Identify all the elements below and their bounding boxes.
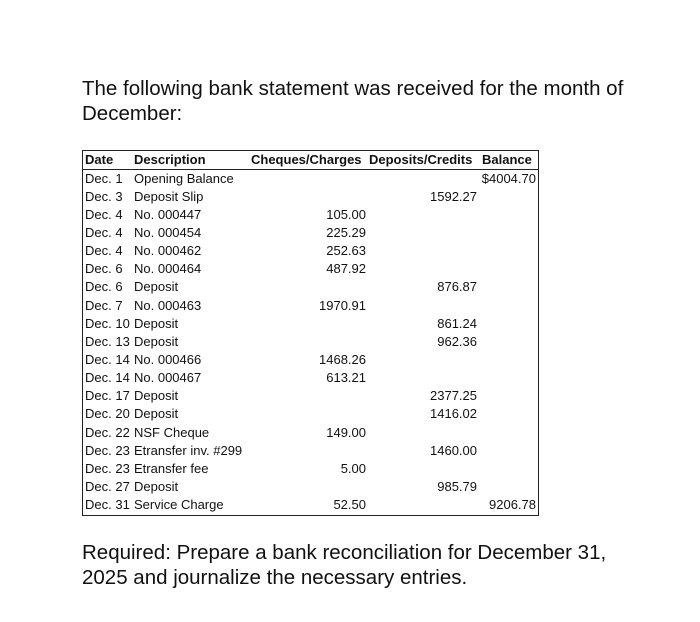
row-description: No. 000464: [134, 261, 202, 277]
row-date: Dec. 4: [85, 224, 123, 240]
row-cheques: 225.29: [326, 224, 366, 240]
row-description: Deposit: [134, 333, 179, 349]
row-date: Dec. 10: [85, 315, 130, 331]
header-cheques: Cheques/Charges: [251, 152, 362, 167]
row-date: Dec. 7: [85, 297, 123, 313]
table-row: [83, 351, 538, 369]
row-date: Dec. 14: [85, 352, 130, 367]
header-deposits: Deposits/Credits: [369, 152, 473, 167]
row-deposits: 985.79: [437, 479, 477, 495]
table-row: [83, 278, 538, 296]
row-description: No. 000462: [134, 243, 202, 259]
row-description: Deposit: [134, 388, 179, 404]
row-description: No. 000467: [134, 370, 202, 386]
row-deposits: 876.87: [437, 279, 477, 295]
row-date: Dec. 17: [85, 388, 130, 404]
table-row: [83, 224, 538, 242]
row-balance: $4004.70: [481, 170, 536, 186]
table-row: [83, 496, 538, 514]
row-description: No. 000447: [134, 206, 202, 222]
row-description: Deposit: [134, 279, 179, 295]
row-description: Deposit: [134, 479, 179, 495]
row-description: No. 000463: [134, 297, 202, 313]
row-cheques: 1468.26: [319, 352, 366, 367]
row-date: Dec. 1: [85, 170, 123, 186]
row-date: Dec. 6: [85, 279, 123, 295]
row-cheques: 1970.91: [319, 297, 366, 313]
row-cheques: 52.50: [333, 497, 366, 513]
row-date: Dec. 27: [85, 479, 130, 495]
row-date: Dec. 14: [85, 370, 130, 386]
table-row: [83, 170, 538, 188]
row-date: Dec. 23: [85, 442, 130, 458]
row-cheques: 252.63: [326, 243, 366, 259]
row-deposits: 1460.00: [430, 442, 477, 458]
row-cheques: 487.92: [326, 261, 366, 277]
header-balance: Balance: [482, 152, 532, 167]
table-row: [83, 387, 538, 405]
row-deposits: 861.24: [437, 315, 477, 331]
table-row: [83, 297, 538, 315]
row-description: Etransfer fee: [134, 460, 209, 476]
table-row: [83, 442, 538, 460]
table-row: [83, 369, 538, 387]
row-description: Service Charge: [134, 497, 224, 513]
row-description: No. 000454: [134, 224, 202, 240]
header-description: Description: [134, 152, 206, 167]
table-row: [83, 242, 538, 260]
intro-text: The following bank statement was received for the month of December:: [82, 77, 624, 125]
row-description: Etransfer inv. #299: [134, 442, 243, 458]
row-description: Opening Balance: [134, 170, 234, 186]
row-cheques: 613.21: [326, 370, 366, 386]
table-row: [83, 405, 538, 423]
row-date: Dec. 6: [85, 261, 123, 277]
row-deposits: 1416.02: [430, 406, 477, 422]
row-balance: 9206.78: [489, 497, 536, 513]
row-deposits: 2377.25: [430, 388, 477, 404]
row-date: Dec. 3: [85, 188, 123, 204]
table-row: [83, 460, 538, 478]
required-text: Required: Prepare a bank reconciliation for December 31, 2025 and journalize the necessary entries.: [82, 541, 607, 589]
bank-statement-table: [82, 150, 539, 516]
header-date: Date: [85, 152, 114, 167]
row-date: Dec. 13: [85, 333, 130, 349]
row-cheques: 105.00: [326, 206, 366, 222]
row-description: NSF Cheque: [134, 424, 210, 440]
row-date: Dec. 23: [85, 460, 130, 476]
row-deposits: 962.36: [437, 333, 477, 349]
row-date: Dec. 4: [85, 243, 123, 259]
row-description: Deposit: [134, 315, 179, 331]
row-description: No. 000466: [134, 352, 202, 367]
table-row: [83, 478, 538, 496]
table-row: [83, 315, 538, 333]
row-cheques: 149.00: [326, 424, 366, 440]
table-row: [83, 260, 538, 278]
row-description: Deposit Slip: [134, 188, 204, 204]
table-row: [83, 188, 538, 206]
row-date: Dec. 20: [85, 406, 130, 422]
table-row: [83, 206, 538, 224]
row-cheques: 5.00: [340, 460, 366, 476]
row-date: Dec. 4: [85, 206, 123, 222]
table-row: [83, 424, 538, 442]
table-header-row: [83, 151, 538, 169]
row-description: Deposit: [134, 406, 179, 422]
row-date: Dec. 31: [85, 497, 130, 513]
table-row: [83, 333, 538, 351]
row-deposits: 1592.27: [430, 188, 477, 204]
row-date: Dec. 22: [85, 424, 130, 440]
